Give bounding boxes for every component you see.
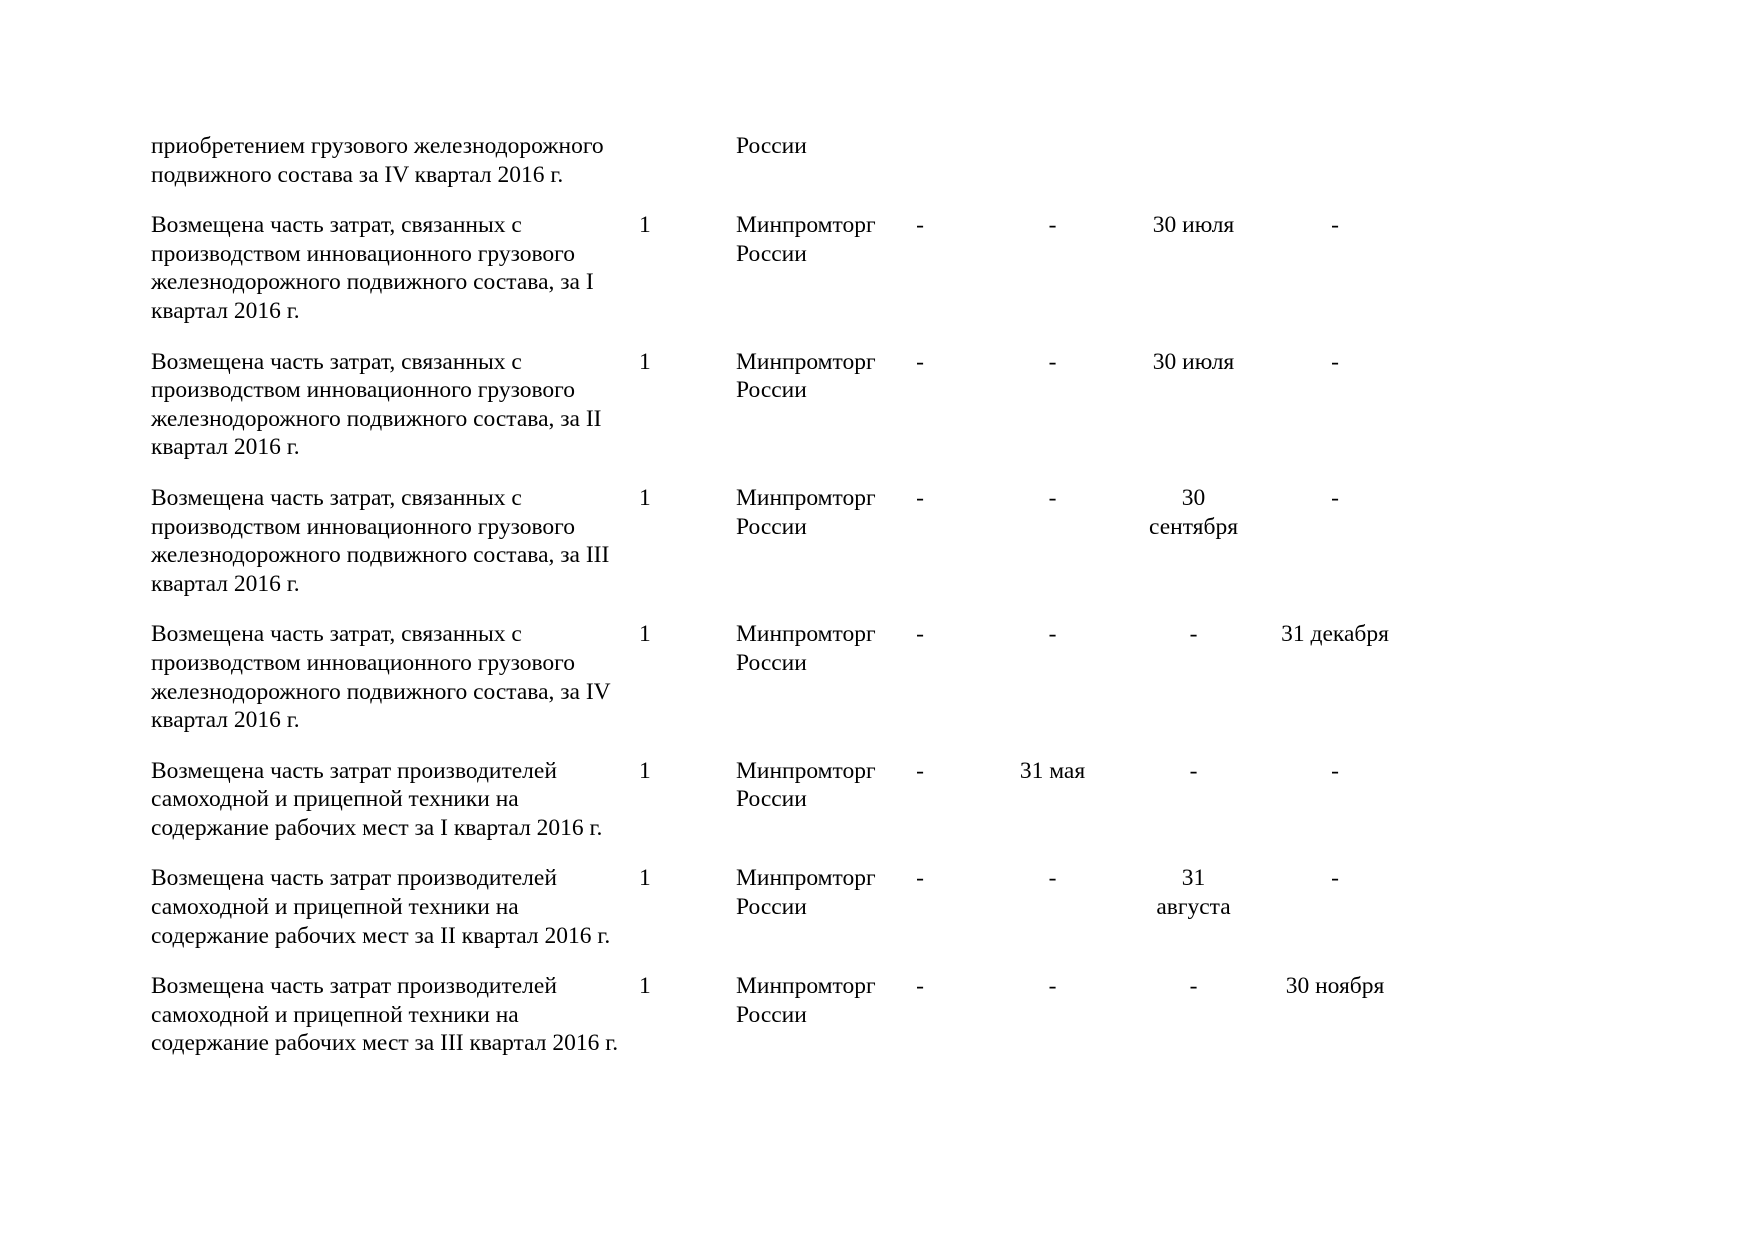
- row-q2: -: [1048, 621, 1057, 648]
- row-quantity: 1: [639, 865, 651, 892]
- row-q4: -: [1331, 212, 1339, 239]
- row-q1: [884, 132, 956, 211]
- row-q4: -: [1331, 865, 1339, 892]
- row-q2: -: [1048, 348, 1057, 375]
- row-quantity: 1: [639, 621, 651, 648]
- row-q3: 31 августа: [1156, 865, 1231, 921]
- row-q2: -: [1048, 973, 1057, 1000]
- row-q1: -: [916, 212, 924, 239]
- row-q2: -: [1048, 484, 1057, 511]
- row-description: приобретением грузового железнодорожного подвижного состава за IV квартал 2016 г.: [151, 133, 604, 188]
- row-q4: 30 ноября: [1285, 973, 1385, 1000]
- row-description: Возмещена часть затрат, связанных с производством инновационного грузового железнодорожного подвижного состава, за IV квартал 2016 г.: [151, 621, 611, 734]
- row-organization: Минпромторг России: [736, 212, 876, 267]
- row-quantity: 1: [639, 348, 651, 375]
- row-organization: Минпромторг России: [736, 757, 876, 813]
- row-q1: -: [916, 621, 924, 648]
- row-q1: -: [916, 865, 924, 892]
- table-row: [151, 348, 1432, 484]
- schedule-table: [151, 132, 1432, 1058]
- row-q3: -: [1189, 973, 1198, 1000]
- row-organization: Минпромторг России: [736, 621, 876, 676]
- table-row: [151, 211, 1432, 347]
- row-q2: -: [1048, 865, 1057, 892]
- row-q3: 30 июля: [1152, 212, 1235, 239]
- row-quantity: 1: [639, 484, 651, 511]
- row-q1: -: [916, 348, 924, 375]
- row-q1: -: [916, 973, 924, 1000]
- row-q3: -: [1189, 621, 1198, 648]
- row-q1: -: [916, 757, 924, 784]
- table-row: [151, 972, 1432, 1058]
- table-row: [151, 132, 1432, 211]
- row-organization: Минпромторг России: [736, 484, 876, 540]
- row-q1: -: [916, 484, 924, 511]
- row-q3: 30 июля: [1152, 348, 1235, 375]
- row-q4: -: [1331, 484, 1339, 511]
- row-q3: -: [1189, 757, 1198, 784]
- row-quantity: 1: [639, 212, 651, 239]
- row-q2: 31 мая: [1019, 757, 1086, 784]
- row-organization: России: [736, 133, 807, 159]
- row-description: Возмещена часть затрат производителей самоходной и прицепной техники на содержание рабочих мест за II квартал 2016 г.: [151, 865, 611, 949]
- row-organization: Минпромторг России: [736, 348, 876, 404]
- row-q2: [956, 132, 1149, 211]
- row-quantity: 1: [639, 757, 651, 784]
- row-quantity: 1: [639, 973, 651, 1000]
- row-q4: [1238, 132, 1432, 211]
- table-row: [151, 757, 1432, 865]
- row-description: Возмещена часть затрат производителей самоходной и прицепной техники на содержание рабочих мест за I квартал 2016 г.: [151, 757, 603, 841]
- row-description: Возмещена часть затрат, связанных с производством инновационного грузового железнодорожного подвижного состава, за I квартал 2016 г.: [151, 212, 594, 324]
- row-q3: 30 сентября: [1149, 484, 1239, 540]
- row-q3: [1149, 132, 1238, 211]
- row-q4: -: [1331, 757, 1339, 784]
- row-q4: 31 декабря: [1281, 621, 1389, 648]
- row-organization: Минпромторг России: [736, 865, 876, 921]
- row-organization: Минпромторг России: [736, 973, 876, 1028]
- row-q4: -: [1331, 348, 1339, 375]
- table-row: [151, 620, 1432, 756]
- row-q2: -: [1048, 212, 1057, 239]
- row-description: Возмещена часть затрат производителей самоходной и прицепной техники на содержание рабочих мест за III квартал 2016 г.: [151, 973, 619, 1057]
- row-description: Возмещена часть затрат, связанных с производством инновационного грузового железнодорожного подвижного состава, за II квартал 2016 г.: [151, 348, 602, 461]
- row-description: Возмещена часть затрат, связанных с производством инновационного грузового железнодорожного подвижного состава, за III квартал 2016 г.: [151, 484, 610, 597]
- table-row: [151, 864, 1432, 972]
- table-row: [151, 484, 1432, 620]
